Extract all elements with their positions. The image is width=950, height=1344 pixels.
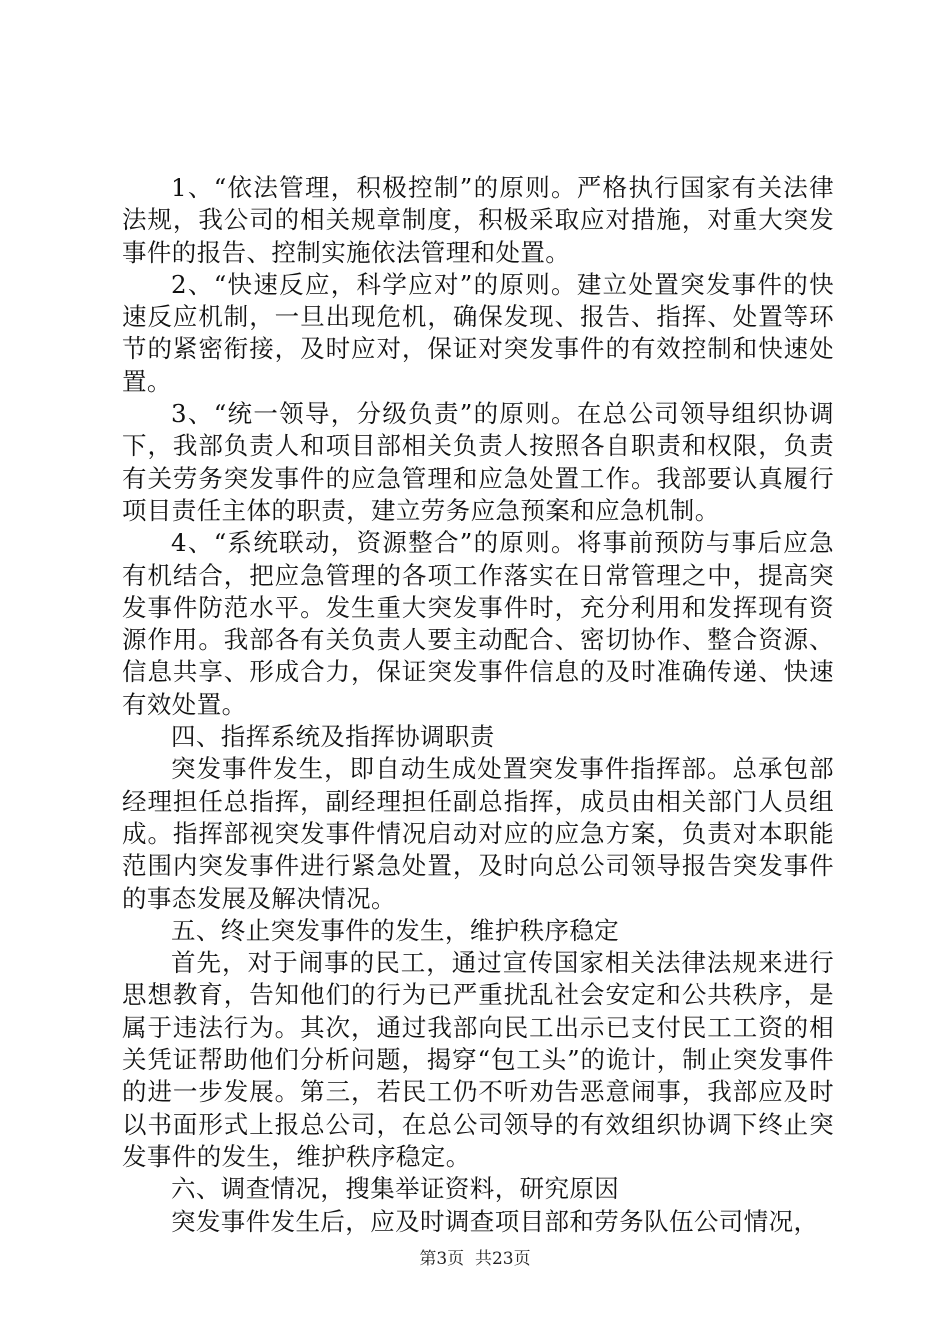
- paragraph-section-4: 突发事件发生，即自动生成处置突发事件指挥部。总承包部经理担任总指挥，副经理担任副总指挥，成员由相关部门人员组成。指挥部视突发事件情况启动对应的应急方案，负责对本职能范围内突发事件进行紧急处置，及时向总公司领导报告突发事件的事态发展及解决情况。: [122, 754, 834, 913]
- section-heading-6: 六、调查情况，搜集举证资料，研究原因: [171, 1174, 620, 1204]
- paragraph-section-5: 首先，对于闹事的民工，通过宣传国家相关法律法规来进行思想教育，告知他们的行为已严重扰乱社会安定和公共秩序，是属于违法行为。其次，通过我部向民工出示已支付民工工资的相关凭证帮助他们分析问题，揭穿“包工头”的诡计，制止突发事件的进一步发展。第三，若民工仍不听劝告恶意闹事，我部应及时以书面形式上报总公司，在总公司领导的有效组织协调下终止突发事件的发生，维护秩序稳定。: [122, 948, 834, 1171]
- section-heading-5: 五、终止突发事件的发生，维护秩序稳定: [171, 915, 620, 945]
- document-body: [122, 172, 834, 1238]
- paragraph-principle-2: 2、“快速反应，科学应对”的原则。建立处置突发事件的快速反应机制，一旦出现危机，确保发现、报告、指挥、处置等环节的紧密衔接，及时应对，保证对突发事件的有效控制和快速处置。: [122, 269, 834, 396]
- paragraph-section-6: 突发事件发生后，应及时调查项目部和劳务队伍公司情况，: [171, 1206, 819, 1236]
- section-heading-4: 四、指挥系统及指挥协调职责: [171, 722, 495, 752]
- paragraph-principle-4: 4、“系统联动，资源整合”的原则。将事前预防与事后应急有机结合，把应急管理的各项工作落实在日常管理之中，提高突发事件防范水平。发生重大突发事件时，充分利用和发挥现有资源作用。我部各有关负责人要主动配合、密切协作、整合资源、信息共享、形成合力，保证突发事件信息的及时准确传递、快速有效处置。: [122, 528, 834, 719]
- page-footer: [0, 1244, 950, 1269]
- paragraph-principle-3: 3、“统一领导，分级负责”的原则。在总公司领导组织协调下，我部负责人和项目部相关负责人按照各自职责和权限，负责有关劳务突发事件的应急管理和应急处置工作。我部要认真履行项目责任主体的职责，建立劳务应急预案和应急机制。: [122, 399, 834, 525]
- page-number-label: 第3页 共23页: [419, 1249, 531, 1269]
- paragraph-principle-1: 1、“依法管理，积极控制”的原则。严格执行国家有关法律法规，我公司的相关规章制度，积极采取应对措施，对重大突发事件的报告、控制实施依法管理和处置。: [122, 173, 834, 267]
